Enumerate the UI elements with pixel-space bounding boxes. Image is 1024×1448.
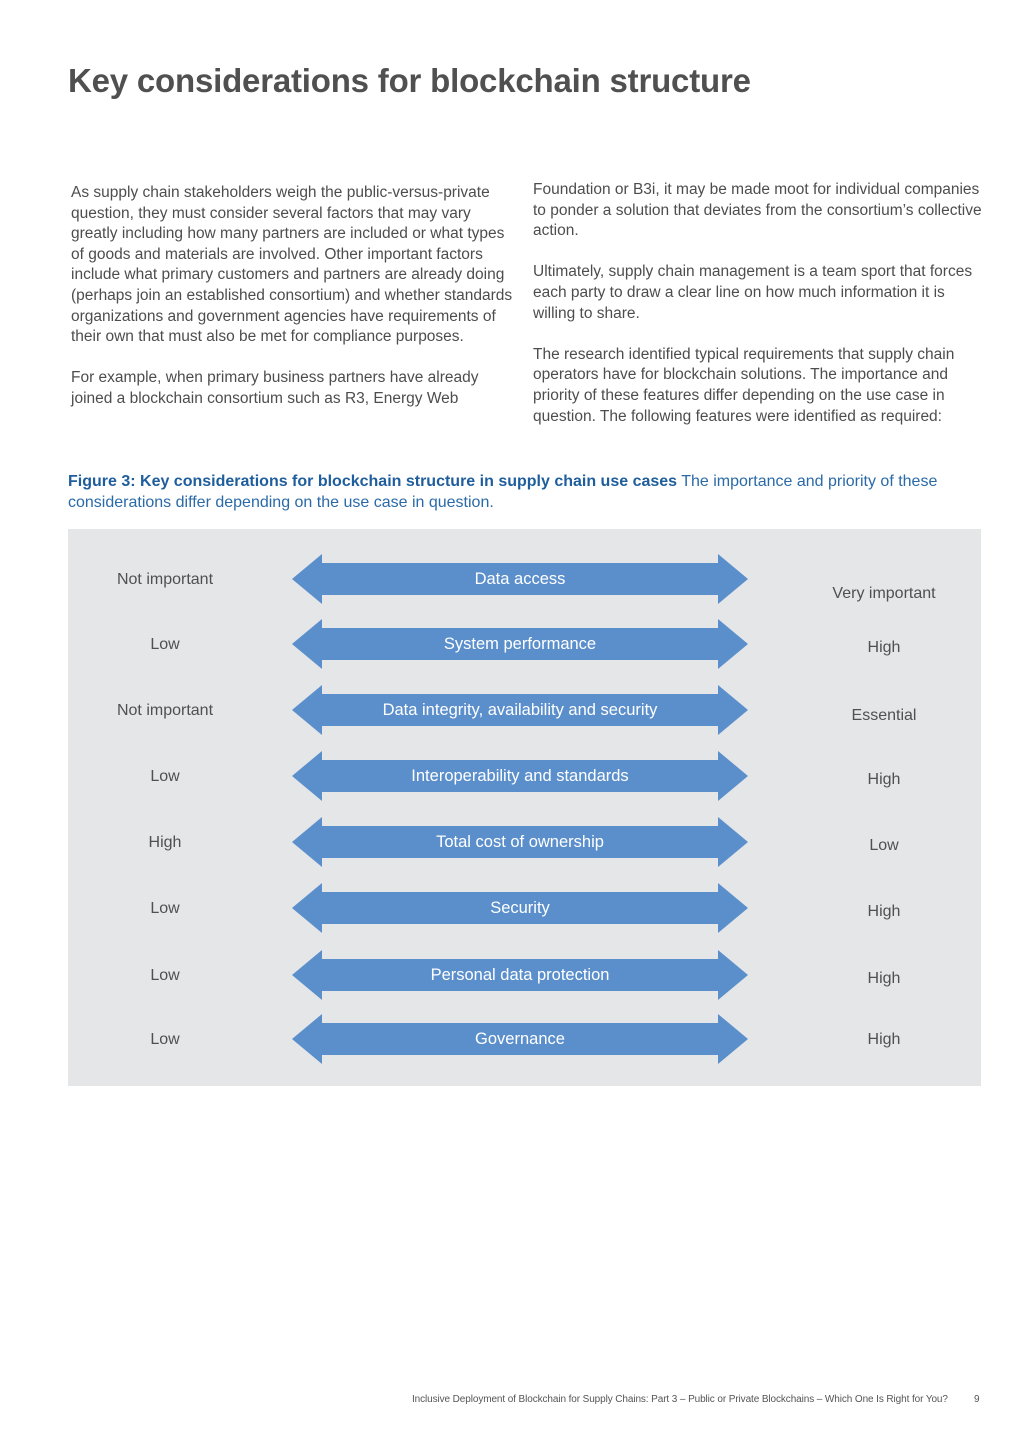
row-low-label: Low: [150, 635, 180, 653]
figure-row: [68, 817, 981, 867]
arrow-label: Total cost of ownership: [436, 832, 604, 851]
arrow-label: Security: [490, 898, 550, 917]
figure-row: [68, 950, 981, 1000]
paragraph: For example, when primary business partners have already joined a blockchain consortium such as R3, Energy Web: [71, 369, 479, 407]
arrow-label: Data access: [474, 569, 566, 588]
row-high-label: High: [867, 770, 901, 788]
footer-text: Inclusive Deployment of Blockchain for Supply Chains: Part 3 – Public or Private Blockchains – Which One Is Right for You?: [412, 1394, 948, 1405]
arrow-label: Data integrity, availability and security: [382, 700, 658, 719]
row-low-label: Low: [150, 1030, 180, 1048]
double-arrow: [292, 685, 748, 735]
row-low-label: High: [148, 833, 182, 851]
figure-row: [68, 883, 981, 933]
figure-row: [68, 685, 981, 735]
body-column-right: [533, 180, 983, 448]
double-arrow: [292, 619, 748, 669]
row-high-label: High: [867, 969, 901, 987]
paragraph: Ultimately, supply chain management is a team sport that forces each party to draw a clear line on how much information it is willing to share.: [533, 263, 973, 322]
figure-caption-text: The importance and priority of these considerations differ depending on the use case in question.: [68, 473, 938, 511]
row-low-label: Low: [150, 767, 180, 785]
figure-row: [68, 554, 981, 604]
row-high-label: High: [867, 1030, 901, 1048]
row-low-label: Low: [150, 966, 180, 984]
body-column-left: [71, 183, 521, 430]
figure-row: [68, 1014, 981, 1064]
arrow-label: Interoperability and standards: [411, 766, 629, 785]
row-high-label: Very important: [832, 584, 936, 602]
page-number: 9: [974, 1394, 980, 1405]
paragraph: Foundation or B3i, it may be made moot for individual companies to ponder a solution that deviates from the consortium’s collective action.: [533, 181, 982, 240]
arrow-label: System performance: [443, 634, 597, 653]
arrow-label: Governance: [475, 1029, 565, 1048]
double-arrow: [292, 1014, 748, 1064]
double-arrow: [292, 751, 748, 801]
row-low-label: Not important: [116, 570, 214, 588]
row-low-label: Not important: [116, 701, 214, 719]
figure-row: [68, 751, 981, 801]
row-high-label: Essential: [851, 706, 917, 724]
page-title: Key considerations for blockchain structure: [68, 62, 751, 99]
double-arrow: [292, 883, 748, 933]
row-high-label: High: [867, 638, 901, 656]
row-low-label: Low: [150, 899, 180, 917]
double-arrow: [292, 554, 748, 604]
figure-caption-title: Figure 3: Key considerations for blockchain structure in supply chain use cases: [68, 473, 678, 490]
double-arrow: [292, 817, 748, 867]
row-high-label: High: [867, 902, 901, 920]
paragraph: The research identified typical requirements that supply chain operators have for blockchain solutions. The importance and priority of these features differ depending on the use case in question. The following features were identified as required:: [533, 345, 955, 425]
paragraph: As supply chain stakeholders weigh the public-versus-private question, they must consider several factors that may vary greatly including how many partners are included or what types of goods and materials are involved. Other important factors include what primary customers and partners are already doing (perhaps join an established consortium) and whether standards organizations and government agencies have requirements of their own that must also be met for compliance purposes.: [71, 184, 513, 346]
double-arrow: [292, 950, 748, 1000]
arrow-label: Personal data protection: [430, 965, 610, 984]
figure-caption: [68, 471, 983, 513]
figure-panel: [68, 529, 981, 1086]
figure-row: [68, 619, 981, 669]
row-high-label: Low: [869, 836, 899, 854]
